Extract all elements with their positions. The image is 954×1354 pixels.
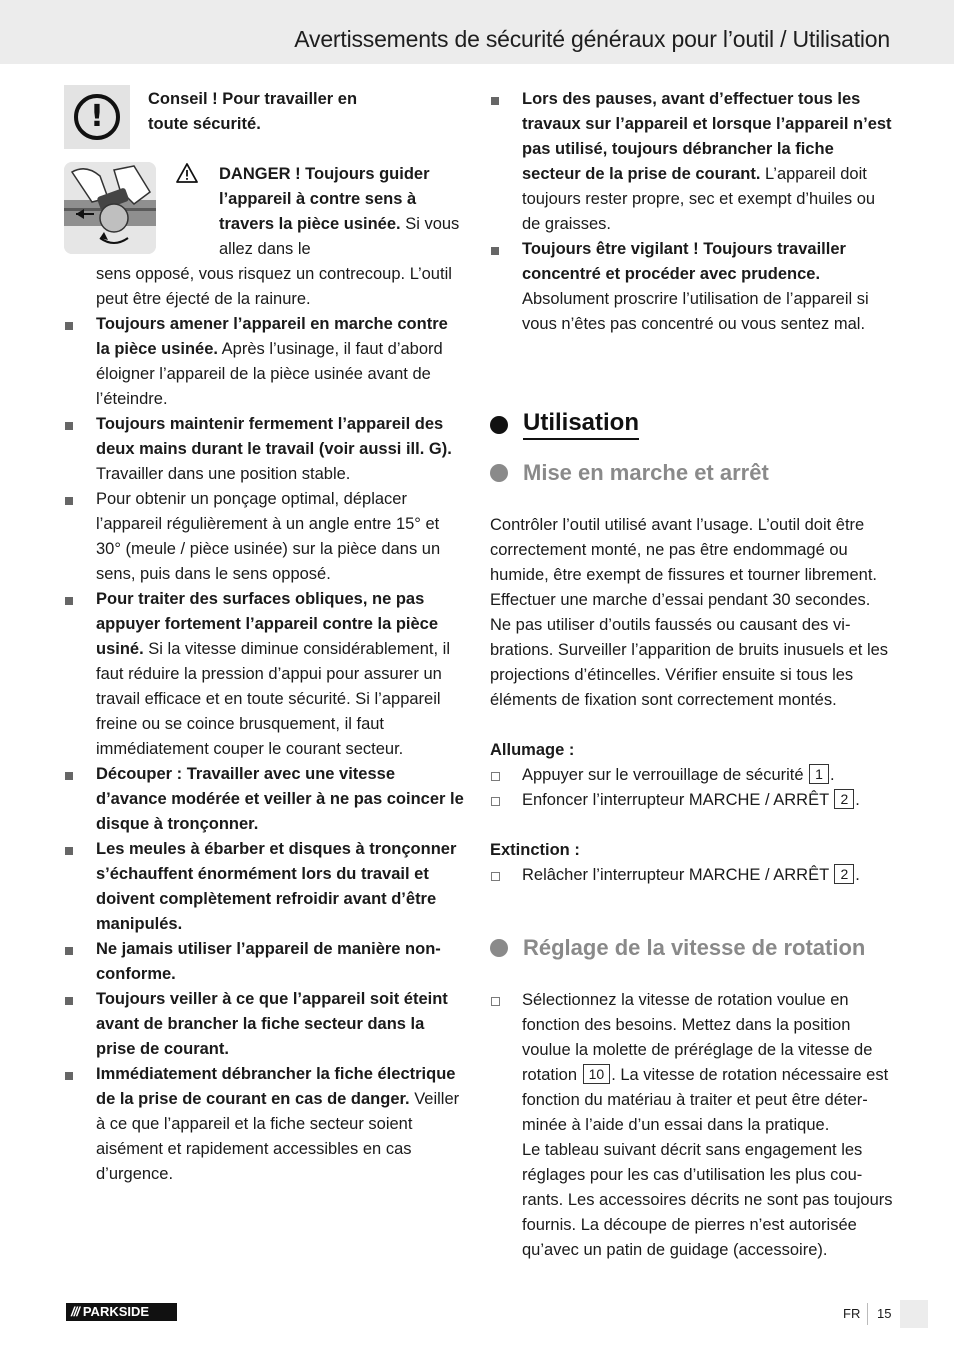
- heading-bullet-icon: [490, 416, 508, 434]
- list-item: Ne jamais utiliser l’appareil de manière non-conforme.: [96, 937, 466, 987]
- switch-on-steps: [522, 763, 894, 813]
- bullet-marker: [65, 847, 73, 855]
- parkside-logo: /// PARKSIDE: [66, 1303, 177, 1321]
- bullet-marker: [65, 947, 73, 955]
- tip-text: Conseil ! Pour travailler en toute sécurité.: [148, 90, 358, 133]
- list-item: Pour obtenir un ponçage optimal, déplacer l’appareil régulièrement à un angle entre 15° et 30° (meule / pièce usinée) sur la pièce dans un sens, puis dans le sens opposé.: [96, 487, 466, 587]
- part-number-badge: 2: [834, 864, 854, 884]
- step-item: Appuyer sur le verrouillage de sécurité 1 .: [522, 763, 894, 788]
- checkbox-marker: [491, 997, 500, 1006]
- language-code: FR: [843, 1306, 861, 1321]
- bullet-marker: [491, 247, 499, 255]
- on-off-intro: Contrôler l’outil utilisé avant l’usage. L’outil doit être correctement monté, ne pas être endommagé ou humide, être exempt de fissures et tourner librement. Effectuer une marche d’essai pendant 30 secondes. Ne pas utiliser d’outils faussés ou causant des vibrations. Surveiller l’apparition de bruits inusuels et les projections d’étincelles. Vérifier ensuite si tous les éléments de fixation sont correctement montés.: [490, 516, 889, 709]
- tip-icon-box: [64, 85, 130, 149]
- grinder-drawing: [64, 162, 156, 254]
- checkbox-marker: [491, 772, 500, 781]
- bullet-marker: [65, 1072, 73, 1080]
- list-item: Les meules à ébarber et disques à tronçonner s’échauffent énormément lors du travail et doivent complètement refroidir avant d’être manipulés.: [96, 837, 466, 937]
- danger-continuation: sens opposé, vous risquez un contrecoup. L’outil peut être éjecté de la rainure.: [96, 265, 452, 308]
- list-item: Toujours veiller à ce que l’appareil soit éteint avant de brancher la fiche secteur dans la prise de courant.: [96, 987, 466, 1062]
- checkbox-marker: [491, 872, 500, 881]
- bullet-marker: [65, 497, 73, 505]
- bullet-marker: [491, 97, 499, 105]
- page-title: Avertissements de sécurité généraux pour l’outil / Utilisation: [294, 26, 890, 52]
- footer-tab-marker: [900, 1300, 928, 1328]
- checkbox-marker: [491, 797, 500, 806]
- step-continuation: Le tableau suivant décrit sans engagement les réglages pour les cas d’utilisation les plus courants. Les accessoires décrits ne sont pas toujours fournis. La découpe de pierres n’est autorisée qu’avec un patin de guidage (accessoire).: [522, 1141, 893, 1259]
- step-item: Enfoncer l’interrupteur MARCHE / ARRÊT 2 .: [522, 788, 894, 813]
- left-column: [96, 312, 466, 1187]
- switch-on-label: Allumage :: [490, 741, 575, 759]
- step-item: Relâcher l’interrupteur MARCHE / ARRÊT 2 .: [522, 863, 894, 888]
- footer-divider: [867, 1303, 868, 1325]
- list-item: Toujours maintenir fermement l’appareil des deux mains durant le travail (voir aussi ill. G). Travailler dans une position stable.: [96, 412, 466, 487]
- list-item: Toujours amener l’appareil en marche contre la pièce usinée. Après l’usinage, il faut d’abord éloigner l’appareil de la pièce usinée avant de l’éteindre.: [96, 312, 466, 412]
- page-number: 15: [877, 1306, 892, 1321]
- part-number-badge: 1: [809, 764, 829, 784]
- list-item: Découper : Travailler avec une vitesse d’avance modérée et veiller à ne pas coincer le disque à tronçonner.: [96, 762, 466, 837]
- part-number-badge: 10: [583, 1064, 611, 1084]
- danger-paragraph: [219, 162, 469, 262]
- heading-bullet-icon: [490, 939, 508, 957]
- angle-grinder-illustration: [64, 162, 156, 254]
- bullet-marker: [65, 772, 73, 780]
- list-item: Lors des pauses, avant d’effectuer tous les travaux sur l’appareil et lorsque l’appareil n’est pas utilisé, toujours débrancher la fiche secteur de la prise de courant. L’appareil doit toujours rester propre, sec et exempt d’huiles ou de graisses.: [522, 87, 894, 237]
- danger-bold: DANGER ! Toujours guider l’appareil à contre sens à travers la pièce usinée.: [219, 165, 430, 233]
- subsection-heading-speed: Réglage de la vitesse de rotation: [490, 935, 865, 961]
- warning-triangle-icon: [176, 163, 198, 183]
- bullet-marker: [65, 597, 73, 605]
- bullet-marker: [65, 997, 73, 1005]
- exclamation-circle-icon: !: [74, 94, 120, 140]
- list-item: Toujours être vigilant ! Toujours travailler concentré et procéder avec prudence. Absolument proscrire l’utilisation de l’appareil si vous n’êtes pas concentré ou vous sentez mal.: [522, 237, 894, 337]
- switch-off-label: Extinction :: [490, 841, 580, 859]
- section-heading-utilisation: Utilisation: [490, 409, 639, 440]
- switch-off-steps: [522, 863, 894, 888]
- step-item: Sélectionnez la vitesse de rotation voulue en fonction des besoins. Mettez dans la position voulue la molette de préréglage de la vitesse de rotation 10 . La vitesse de rotation nécessaire est fonction du matériau à traiter et peut être déterminée à l’aide d’un essai dans la pratique.: [522, 988, 894, 1138]
- subsection-heading-on-off: Mise en marche et arrêt: [490, 460, 769, 486]
- list-item: Pour traiter des surfaces obliques, ne pas appuyer fortement l’appareil contre la pièce usiné. Si la vitesse diminue considérablement, il faut réduire la pression d’appui pour assurer un travail efficace et en toute sécurité. Si l’appareil freine ou se coince brusquement, il faut immédiatement couper le courant secteur.: [96, 587, 466, 762]
- list-item: Immédiatement débrancher la fiche électrique de la prise de courant en cas de danger. Veiller à ce que l’appareil et la fiche secteur soient aisément et rapidement accessibles en cas d’urgence.: [96, 1062, 466, 1187]
- bullet-marker: [65, 422, 73, 430]
- part-number-badge: 2: [834, 789, 854, 809]
- bullet-marker: [65, 322, 73, 330]
- danger-text: Si vous allez dans le: [219, 215, 460, 258]
- right-column-bullets: [522, 87, 894, 337]
- heading-bullet-icon: [490, 464, 508, 482]
- speed-steps: [522, 988, 894, 1263]
